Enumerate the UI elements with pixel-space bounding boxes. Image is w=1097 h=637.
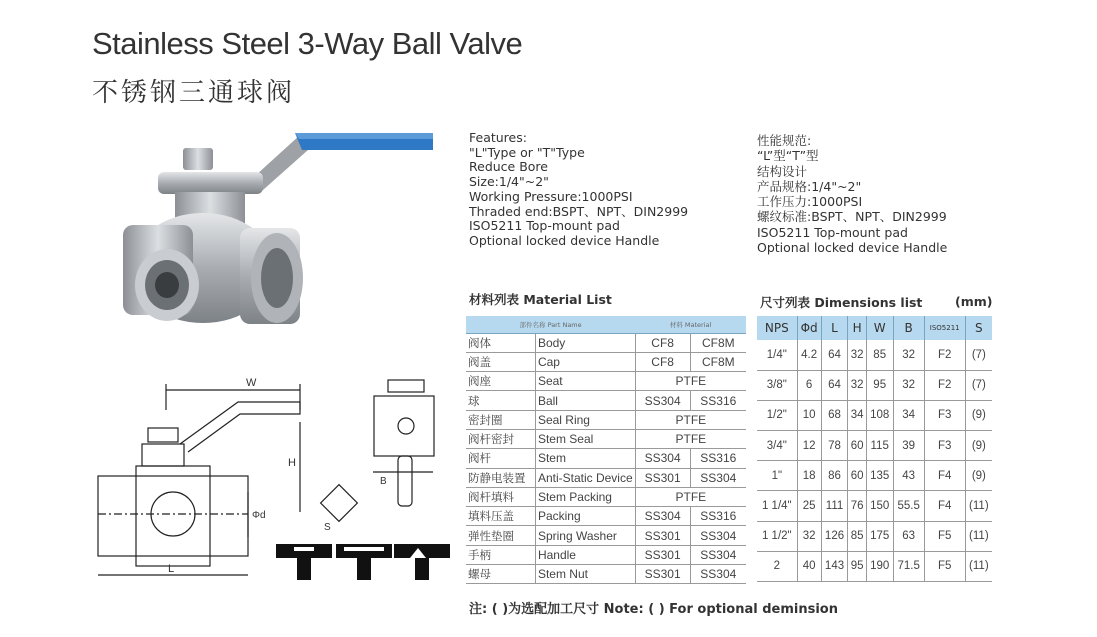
table-cell: 85 <box>848 521 866 551</box>
feature-line: Working Pressure:1000PSI <box>469 188 633 204</box>
table-cell: 18 <box>797 461 821 491</box>
table-cell: Stem Nut <box>535 565 635 584</box>
table-row <box>466 565 746 584</box>
feature-line: Features: <box>469 130 527 145</box>
footnote: 注: ( )为选配加工尺寸 Note: ( ) For optional deminsion <box>469 602 838 617</box>
table-cell: 108 <box>866 400 893 430</box>
table-cell: 64 <box>821 370 848 400</box>
table-cell: 密封圈 <box>466 410 535 429</box>
table-row <box>466 410 746 429</box>
table-cell: 60 <box>848 431 866 461</box>
table-cell: SS301 <box>635 468 690 487</box>
table-cell: 143 <box>821 551 848 581</box>
table-cell: 阀体 <box>466 333 535 352</box>
table-row <box>466 372 746 391</box>
table-cell: F5 <box>924 521 965 551</box>
table-row <box>466 526 746 545</box>
column-header: B <box>893 316 924 340</box>
table-cell: (7) <box>965 370 992 400</box>
table-cell: F2 <box>924 340 965 370</box>
table-cell: 弹性垫圈 <box>466 526 535 545</box>
table-cell: Seat <box>535 372 635 391</box>
table-cell: F2 <box>924 370 965 400</box>
column-header: Φd <box>797 316 821 340</box>
table-cell: (11) <box>965 521 992 551</box>
table-cell: 螺母 <box>466 565 535 584</box>
table-cell: SS316 <box>690 449 746 468</box>
table-cell: 3/4" <box>757 431 797 461</box>
material-list-title: 材料列表 Material List <box>469 292 612 307</box>
header-part-name: 部件名称 Part Name <box>466 316 635 333</box>
column-header: H <box>848 316 866 340</box>
table-cell: F3 <box>924 431 965 461</box>
table-row <box>757 551 992 581</box>
table-cell: 43 <box>893 461 924 491</box>
table-cell: SS304 <box>635 449 690 468</box>
table-row <box>466 391 746 410</box>
column-header: S <box>965 316 992 340</box>
table-cell: 10 <box>797 400 821 430</box>
table-cell: 32 <box>797 521 821 551</box>
feature-line: ISO5211 Top-mount pad <box>757 224 908 240</box>
dimensions-unit: (mm) <box>955 294 993 309</box>
table-cell: 34 <box>893 400 924 430</box>
table-cell: 39 <box>893 431 924 461</box>
table-cell: 32 <box>848 370 866 400</box>
table-cell: (9) <box>965 400 992 430</box>
table-cell: 32 <box>893 340 924 370</box>
feature-line: 性能规范: <box>757 133 812 148</box>
table-row <box>466 352 746 371</box>
table-row <box>466 333 746 352</box>
table-cell: PTFE <box>635 429 746 448</box>
table-row <box>466 449 746 468</box>
table-cell: 阀盖 <box>466 352 535 371</box>
features-english <box>469 131 688 249</box>
feature-line: Reduce Bore <box>469 159 548 175</box>
table-cell: 阀杆 <box>466 449 535 468</box>
table-row <box>757 461 992 491</box>
table-cell: 175 <box>866 521 893 551</box>
table-cell: 68 <box>821 400 848 430</box>
table-row <box>757 340 992 370</box>
table-cell: 60 <box>848 461 866 491</box>
table-cell: 1/4" <box>757 340 797 370</box>
table-cell: Handle <box>535 545 635 564</box>
dim-label-s: S <box>324 522 331 533</box>
table-cell: (7) <box>965 340 992 370</box>
table-cell: F3 <box>924 400 965 430</box>
table-cell: SS301 <box>635 565 690 584</box>
table-cell: SS304 <box>690 565 746 584</box>
table-cell: Body <box>535 333 635 352</box>
table-row <box>466 429 746 448</box>
table-cell: 3/8" <box>757 370 797 400</box>
feature-line: “L”型“T”型 <box>757 148 819 164</box>
table-cell: 64 <box>821 340 848 370</box>
table-cell: 1/2" <box>757 400 797 430</box>
table-cell: 32 <box>848 340 866 370</box>
feature-line: 产品规格:1/4"~2" <box>757 178 862 194</box>
table-cell: 32 <box>893 370 924 400</box>
dim-label-l: L <box>168 563 175 575</box>
dim-label-w: W <box>246 377 257 389</box>
table-cell: SS304 <box>635 391 690 410</box>
valve-photo <box>95 120 440 355</box>
table-row <box>757 370 992 400</box>
table-cell: 86 <box>821 461 848 491</box>
table-cell: 115 <box>866 431 893 461</box>
table-cell: SS316 <box>690 507 746 526</box>
table-cell: (11) <box>965 551 992 581</box>
table-cell: Anti-Static Device <box>535 468 635 487</box>
table-cell: 76 <box>848 491 866 521</box>
feature-line: 螺纹标准:BSPT、NPT、DIN2999 <box>757 209 947 225</box>
table-cell: 63 <box>893 521 924 551</box>
table-cell: SS304 <box>635 507 690 526</box>
table-cell: 4.2 <box>797 340 821 370</box>
table-cell: 190 <box>866 551 893 581</box>
table-cell: 2 <box>757 551 797 581</box>
table-cell: PTFE <box>635 372 746 391</box>
table-cell: PTFE <box>635 487 746 506</box>
table-cell: Spring Washer <box>535 526 635 545</box>
table-cell: 150 <box>866 491 893 521</box>
table-cell: SS304 <box>690 468 746 487</box>
dim-label-h: H <box>288 457 296 469</box>
table-cell: 12 <box>797 431 821 461</box>
table-cell: Ball <box>535 391 635 410</box>
feature-line: "L"Type or "T"Type <box>469 144 585 160</box>
dim-label-phi-d: Φd <box>252 510 266 521</box>
table-cell: (9) <box>965 461 992 491</box>
table-cell: 126 <box>821 521 848 551</box>
dimensions-list-title: 尺寸列表 Dimensions list <box>760 295 923 310</box>
table-cell: PTFE <box>635 410 746 429</box>
table-cell: 手柄 <box>466 545 535 564</box>
table-cell: SS301 <box>635 526 690 545</box>
table-cell: 85 <box>866 340 893 370</box>
material-table <box>466 316 746 584</box>
feature-line: Thraded end:BSPT、NPT、DIN2999 <box>469 203 689 219</box>
table-cell: 阀座 <box>466 372 535 391</box>
table-cell: 1 1/4" <box>757 491 797 521</box>
table-cell: 6 <box>797 370 821 400</box>
table-cell: SS316 <box>690 391 746 410</box>
table-cell: CF8 <box>635 352 690 371</box>
feature-line: ISO5211 Top-mount pad <box>469 218 620 234</box>
table-row <box>466 545 746 564</box>
table-cell: F4 <box>924 491 965 521</box>
table-cell: 1 1/2" <box>757 521 797 551</box>
dim-label-b: B <box>380 476 387 487</box>
header-material: 材料 Material <box>635 316 746 333</box>
table-cell: SS304 <box>690 545 746 564</box>
feature-line: Optional locked device Handle <box>469 232 660 248</box>
column-header: L <box>821 316 848 340</box>
feature-line: 结构设计 <box>757 163 808 179</box>
table-cell: (9) <box>965 431 992 461</box>
table-cell: 阀杆填料 <box>466 487 535 506</box>
table-cell: SS304 <box>690 526 746 545</box>
table-cell: 球 <box>466 391 535 410</box>
table-cell: CF8M <box>690 352 746 371</box>
column-header: NPS <box>757 316 797 340</box>
feature-line: Size:1/4"~2" <box>469 174 549 190</box>
table-cell: 25 <box>797 491 821 521</box>
table-cell: 111 <box>821 491 848 521</box>
features-chinese <box>757 133 947 255</box>
table-row <box>466 468 746 487</box>
feature-line: Optional locked device Handle <box>757 240 948 256</box>
table-cell: CF8M <box>690 333 746 352</box>
table-cell: 78 <box>821 431 848 461</box>
page-title: Stainless Steel 3-Way Ball Valve <box>92 26 523 61</box>
table-row <box>757 491 992 521</box>
table-cell: Seal Ring <box>535 410 635 429</box>
table-row <box>757 400 992 430</box>
feature-line: 工作压力:1000PSI <box>757 194 863 210</box>
table-cell: F5 <box>924 551 965 581</box>
table-cell: 95 <box>848 551 866 581</box>
table-cell: 填料压盖 <box>466 507 535 526</box>
table-cell: SS301 <box>635 545 690 564</box>
table-cell: 34 <box>848 400 866 430</box>
table-row <box>757 431 992 461</box>
table-cell: 55.5 <box>893 491 924 521</box>
dimensions-table <box>757 316 992 582</box>
table-cell: F4 <box>924 461 965 491</box>
valve-technical-drawing <box>88 362 458 587</box>
table-cell: Cap <box>535 352 635 371</box>
table-cell: 71.5 <box>893 551 924 581</box>
table-cell: 防静电装置 <box>466 468 535 487</box>
column-header: W <box>866 316 893 340</box>
table-cell: 1" <box>757 461 797 491</box>
table-row <box>757 521 992 551</box>
column-header: ISO5211 <box>924 316 965 340</box>
table-cell: Stem Packing <box>535 487 635 506</box>
table-cell: (11) <box>965 491 992 521</box>
table-row <box>466 507 746 526</box>
table-cell: 40 <box>797 551 821 581</box>
table-cell: CF8 <box>635 333 690 352</box>
table-cell: Packing <box>535 507 635 526</box>
table-row <box>466 487 746 506</box>
table-cell: 阀杆密封 <box>466 429 535 448</box>
table-cell: 95 <box>866 370 893 400</box>
page-subtitle-cn: 不锈钢三通球阀 <box>92 78 296 108</box>
table-cell: Stem Seal <box>535 429 635 448</box>
table-cell: 135 <box>866 461 893 491</box>
table-cell: Stem <box>535 449 635 468</box>
